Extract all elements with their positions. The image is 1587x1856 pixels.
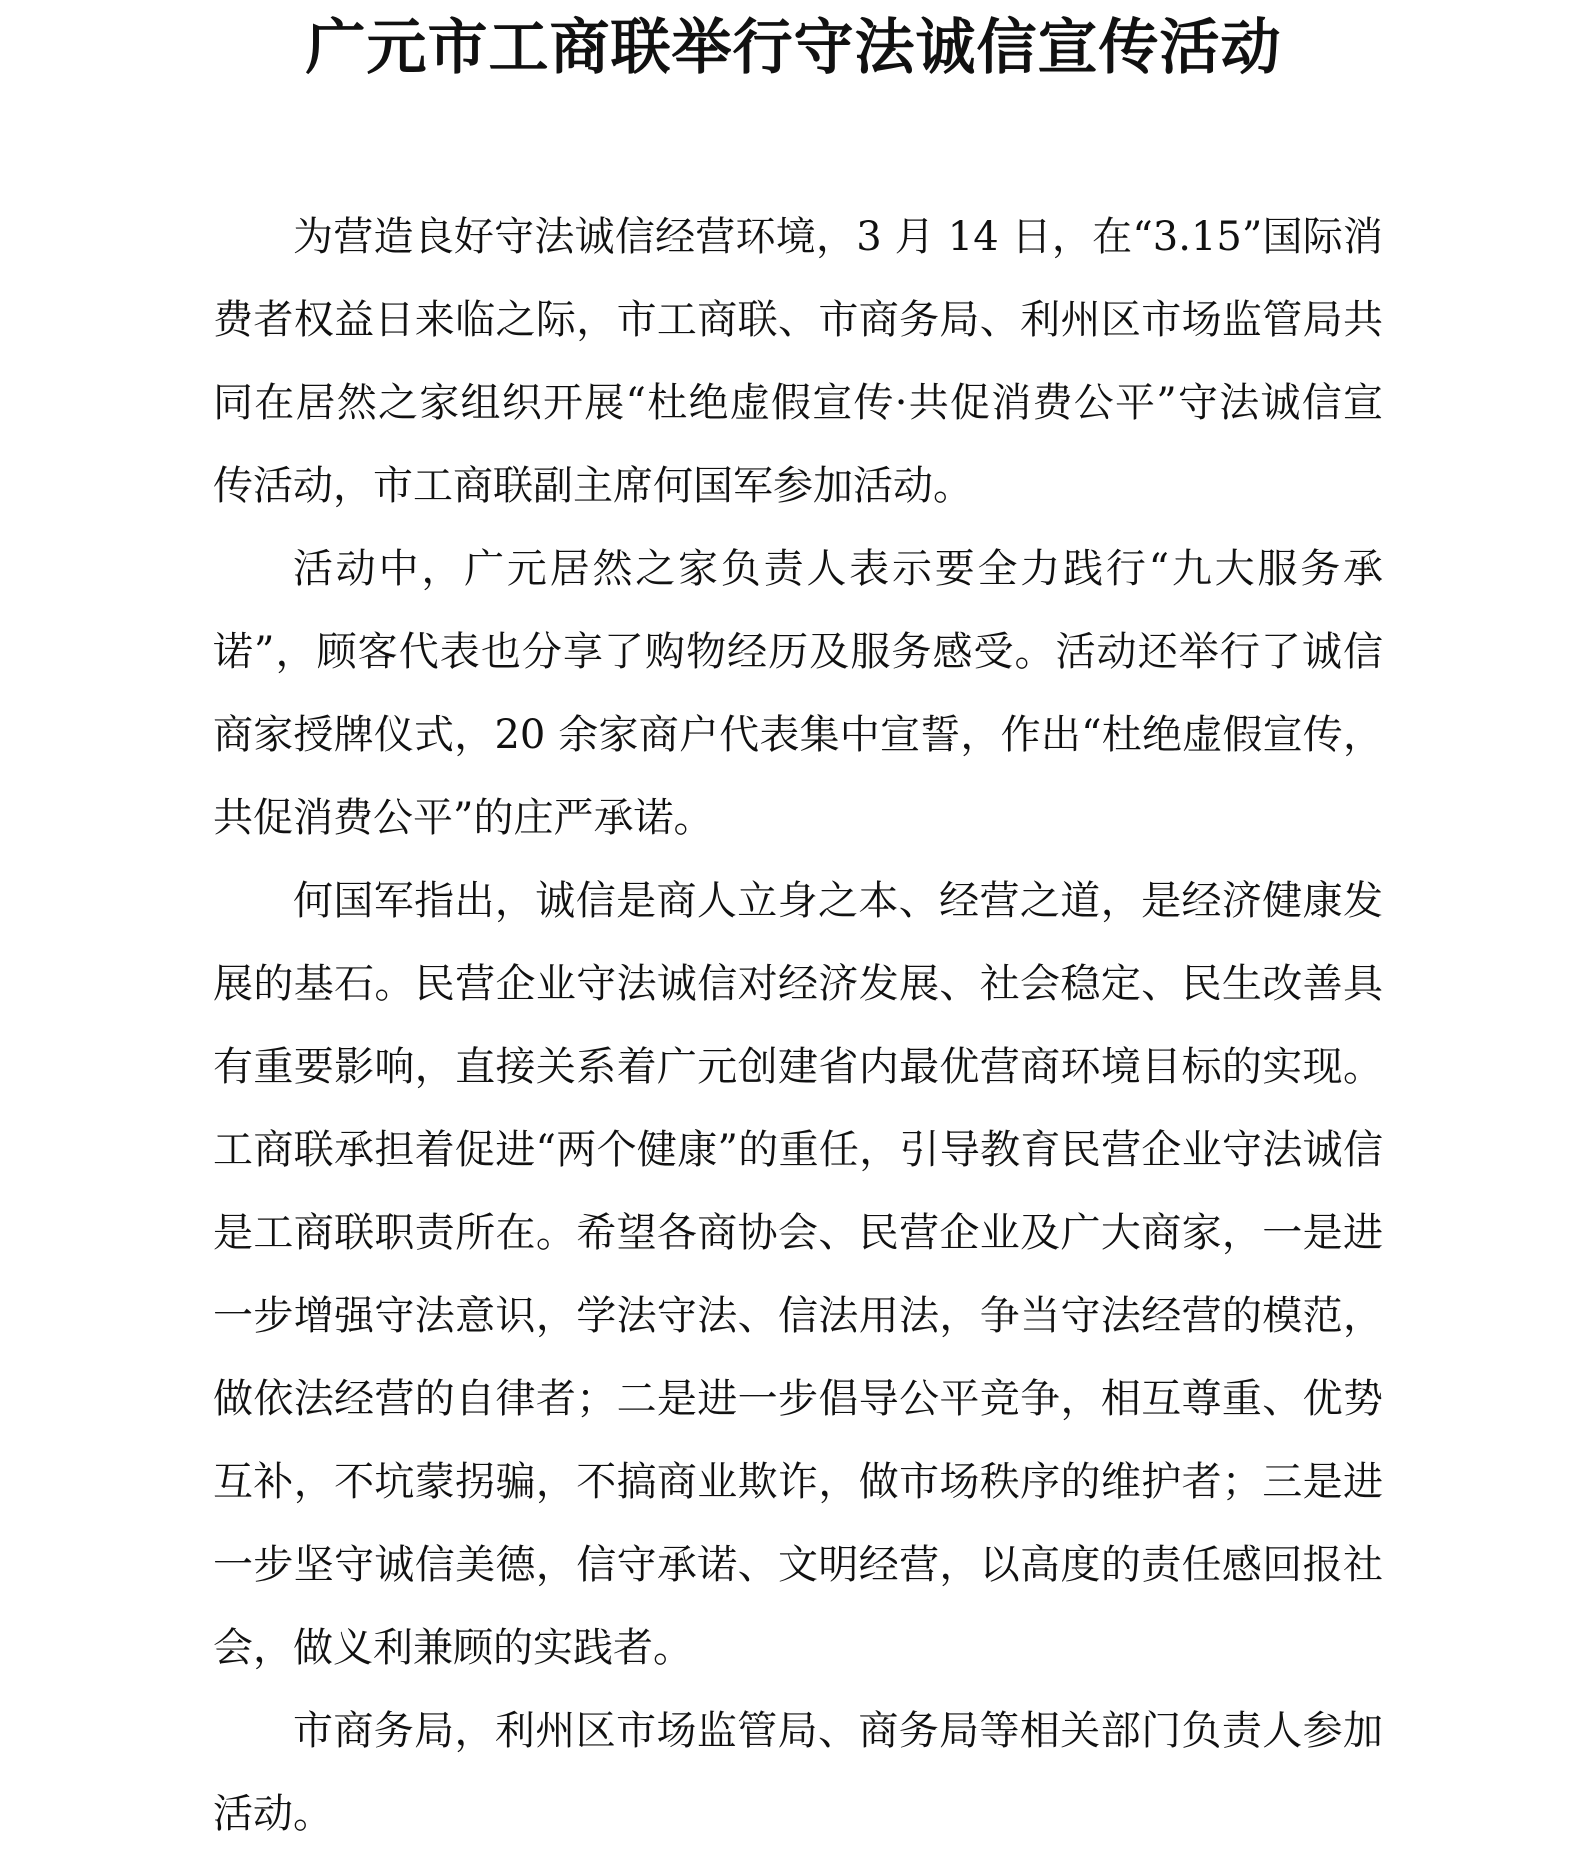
document-body: [213, 196, 1383, 1856]
paragraph: 市商务局，利州区市场监管局、商务局等相关部门负责人参加活动。: [213, 1708, 1383, 1837]
paragraph: 何国军指出，诚信是商人立身之本、经营之道，是经济健康发展的基石。民营企业守法诚信对经济发展、社会稳定、民生改善具有重要影响，直接关系着广元创建省内最优营商环境目标的实现。工商联承担着促进“两个健康”的重任，引导教育民营企业守法诚信是工商联职责所在。希望各商协会、民营企业及广大商家，一是进一步增强守法意识，学法守法、信法用法，争当守法经营的模范，做依法经营的自律者；二是进一步倡导公平竞争，相互尊重、优势互补，不坑蒙拐骗，不搞商业欺诈，做市场秩序的维护者；三是进一步坚守诚信美德，信守承诺、文明经营，以高度的责任感回报社会，做义利兼顾的实践者。: [213, 878, 1383, 1671]
document-title: 广元市工商联举行守法诚信宣传活动: [305, 13, 1282, 83]
paragraph: 活动中，广元居然之家负责人表示要全力践行“九大服务承诺”，顾客代表也分享了购物经历及服务感受。活动还举行了诚信商家授牌仪式，20 余家商户代表集中宣誓，作出“杜绝虚假宣传，共促消费公平”的庄严承诺。: [213, 546, 1383, 841]
paragraph: 为营造良好守法诚信经营环境，3 月 14 日，在“3.15”国际消费者权益日来临之际，市工商联、市商务局、利州区市场监管局共同在居然之家组织开展“杜绝虚假宣传·共促消费公平”守法诚信宣传活动，市工商联副主席何国军参加活动。: [213, 214, 1383, 509]
